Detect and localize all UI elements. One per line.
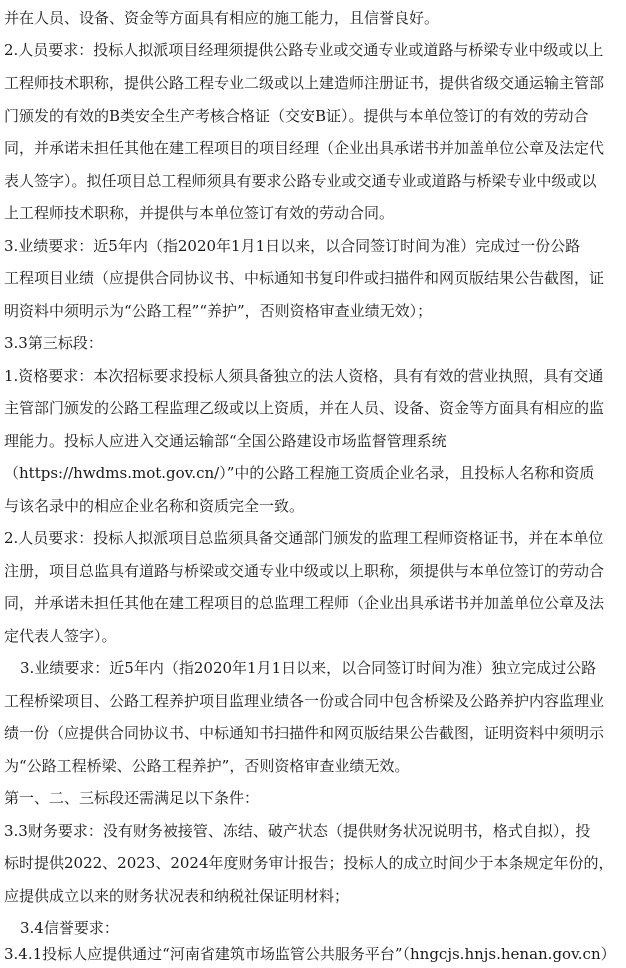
text-line: 工程师技术职称，提供公路工程专业二级或以上建造师注册证书，提供省级交通运输主管部 [4,74,605,92]
text-line: 明资料中须明示为“公路工程”“养护”，否则资格审查业绩无效）； [4,302,433,320]
text-line: 理能力。投标人应进入交通运输部“全国公路建设市场监督管理系统 [4,432,447,450]
text-line: 门颁发的有效的B类安全生产考核合格证（交安B证）。提供与本单位签订的有效的劳动合 [4,107,589,125]
text-line: 表人签字）。拟任项目总工程师须具有要求公路专业或交通专业或道路与桥梁专业中级或以 [4,172,597,190]
text-line: （https://hwdms.mot.gov.cn/）”中的公路工程施工资质企业名录，且投标人名称和资质 [4,464,595,482]
text-line: 3.4.1投标人应提供通过“河南省建筑市场监管公共服务平台”（hngcjs.hnjs.henan.gov.cn） [4,945,616,963]
section-heading: 3.3第三标段： [4,334,103,352]
text-line: 2.人员要求：投标人拟派项目总监须具备交通部门颁发的监理工程师资格证书，并在本单位 [4,529,604,547]
text-line: 与该名录中的相应企业名称和资质完全一致。 [4,497,305,515]
text-line: 1.资格要求：本次招标要求投标人须具备独立的法人资格，具有有效的营业执照，具有交通 [4,367,604,385]
text-line: 上工程师技术职称，并提供与本单位签订有效的劳动合同。 [4,204,395,222]
section-heading: 3.4信誉要求： [20,919,119,937]
text-line: 主管部门颁发的公路工程监理乙级或以上资质，并在人员、设备、资金等方面具有相应的监 [4,399,605,417]
text-line: 同，并承诺未担任其他在建工程项目的项目经理（企业出具承诺书并加盖单位公章及法定代 [4,139,605,157]
text-line: 标时提供2022、2023、2024年度财务审计报告；投标人的成立时间少于本条规定年份的， [4,854,614,872]
text-line: 定代表人签字）。 [4,627,117,645]
text-line: 3.业绩要求：近5年内（指2020年1月1日以来，以合同签订时间为准）独立完成过公路 [20,659,597,677]
text-line: 2.人员要求：投标人拟派项目经理须提供公路专业或交通专业或道路与桥梁专业中级或以上 [4,41,604,59]
section-heading: 第一、二、三标段还需满足以下条件： [4,789,260,807]
text-line: 并在人员、设备、资金等方面具有相应的施工能力，且信誉良好。 [4,9,440,27]
text-line: 绩一份（应提供合同协议书、中标通知书扫描件和网页版结果公告截图，证明资料中须明示 [4,724,605,742]
text-line: 工程项目业绩（应提供合同协议书、中标通知书复印件或扫描件和网页版结果公告截图，证 [4,269,605,287]
text-line: 注册，项目总监具有道路与桥梁或交通专业中级或以上职称，须提供与本单位签订的劳动合 [4,562,605,580]
text-line: 为“公路工程桥梁、公路工程养护”，否则资格审查业绩无效。 [4,757,410,775]
text-line: 应提供成立以来的财务状况表和纳税社保证明材料； [4,887,350,905]
text-line: 3.业绩要求：近5年内（指2020年1月1日以来，以合同签订时间为准）完成过一份公路 [4,237,581,255]
text-line: 工程桥梁项目、公路工程养护项目监理业绩各一份或合同中包含桥梁及公路养护内容监理业 [4,692,605,710]
text-line: 同，并承诺未担任其他在建工程项目的总监理工程师（企业出具承诺书并加盖单位公章及法 [4,594,605,612]
text-line: 3.3财务要求：没有财务被接管、冻结、破产状态（提供财务状况说明书，格式自拟），投 [4,822,591,840]
